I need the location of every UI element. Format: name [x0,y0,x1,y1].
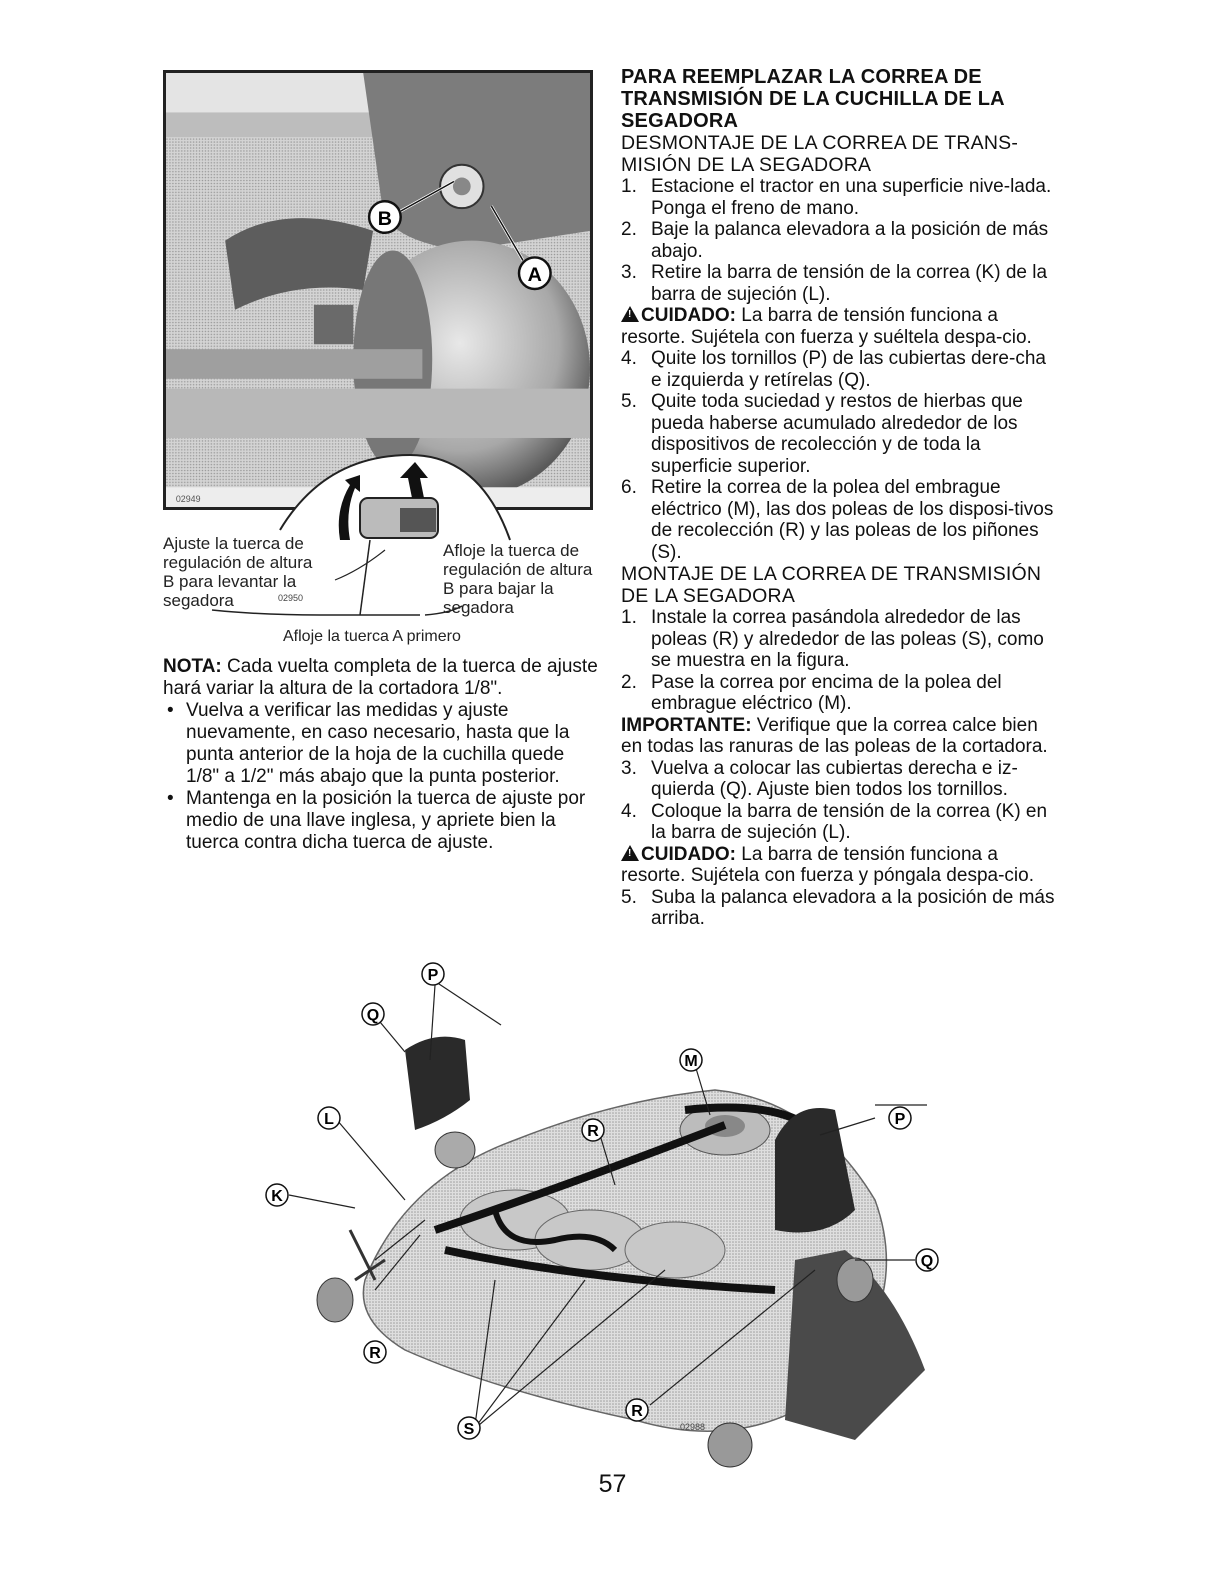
section-heading: PARA REEMPLAZAR LA CORREA DE TRANSMISIÓN DE LA CUCHILLA DE LA SEGADORA [621,66,1005,132]
label-p-right: P [894,1111,906,1128]
removal-step: 5. Quite toda suciedad y restos de hierbas que pueda haberse acumulado alrededor de los dispositivos de recolección y de toda la superficie superior. [621,391,1023,477]
removal-step: 4. Quite los tornillos (P) de las cubiertas dere-cha e izquierda y retírelas (Q). [621,348,1046,391]
install-step: 4. Coloque la barra de tensión de la correa (K) en la barra de sujeción (L). [621,800,1048,843]
label-s: S [463,1421,475,1438]
label-b: B [377,207,393,230]
bullet-text: Vuelva a verificar las medidas y ajuste nuevamente, en caso necesario, hasta que la punta anterior de la hoja de la cuchilla quede 1/8" a 1/2" más abajo que la punta posterior. [186,700,570,787]
callout-left-text: Ajuste la tuerca de regulación de altura B para levantar la segadora [163,534,313,610]
important-text: Verifique que la correa calce bien en todas las ranuras de las poleas de la cortadora. [621,714,1048,757]
caution-text: La barra de tensión funciona a resorte. Sujétela con fuerza y póngala despa-cio. [621,843,1034,886]
label-l: L [324,1111,334,1128]
bullet-text: Mantenga en la posición la tuerca de ajuste por medio de una llave inglesa, y apriete bien la tuerca contra dicha tuerca de ajuste. [186,788,586,853]
photo-code: 02949 [175,494,201,505]
instructions-column [621,66,1061,930]
note-section [163,656,598,854]
page-number: 57 [598,1470,627,1498]
important-paragraph [621,715,1061,758]
label-q-left: Q [366,1007,380,1024]
install-step: 5. Suba la palanca elevadora a la posición de más arriba. [621,886,1055,929]
note-text: Cada vuelta completa de la tuerca de ajuste hará variar la altura de la cortadora 1/8". [163,656,598,699]
warning-icon [621,845,639,861]
label-r-bottom: R [631,1403,643,1420]
callout-left-code: 02950 [278,593,304,603]
removal-step: 3. Retire la barra de tensión de la correa (K) de la barra de sujeción (L). [621,262,1048,305]
note-paragraph [163,656,598,700]
install-step: 3. Vuelva a colocar las cubiertas derecha e iz-quierda (Q). Ajuste bien todos los tornillos. [621,757,1018,800]
label-m: M [684,1053,698,1070]
mower-deck-diagram [255,950,975,1470]
note-label: NOTA: [163,656,222,677]
caution-paragraph [621,305,1061,348]
label-k: K [271,1188,283,1205]
install-title: MONTAJE DE LA CORREA DE TRANSMISIÓN DE LA SEGADORA [621,563,1042,607]
install-step: 2. Pase la correa por encima de la polea del embrague eléctrico (M). [621,671,1002,714]
label-r-top: R [587,1123,599,1140]
important-label: IMPORTANTE: [621,714,752,736]
label-a: A [527,264,542,287]
warning-icon [621,306,639,322]
callout-right-text: Afloje la tuerca de regulación de altura B para bajar la segadora [443,541,593,617]
removal-step: 2. Baje la palanca elevadora a la posición de más abajo. [621,219,1049,262]
deck-code: 02988 [680,1422,706,1432]
label-p-left: P [427,967,439,984]
callout-bottom-text: Afloje la tuerca A primero [283,628,461,645]
caution-label: CUIDADO: [641,305,736,326]
install-step: 1. Instale la correa pasándola alrededor de las poleas (R) y alrededor de las poleas (S), como se muestra en la figura. [621,607,1044,671]
bullet-item: • Vuelva a verificar las medidas y ajuste nuevamente, en caso necesario, hasta que la punta anterior de la hoja de la cuchilla quede 1/8" a 1/2" más abajo que la punta posterior. [167,700,570,787]
removal-step: 1. Estacione el tractor en una superficie nive-lada. Ponga el freno de mano. [621,176,1052,219]
removal-title: DESMONTAJE DE LA CORREA DE TRANS-MISIÓN DE LA SEGADORA [621,132,1019,176]
bullet-item: • Mantenga en la posición la tuerca de ajuste por medio de una llave inglesa, y apriete bien la tuerca contra dicha tuerca de ajuste. [167,788,586,853]
caution-paragraph [621,844,1061,887]
label-r-left: R [369,1345,381,1362]
removal-step: 6. Retire la correa de la polea del embrague eléctrico (M), las dos poleas de los disposi-tivos de recolección (R) y las poleas de los piñones (S). [621,477,1054,563]
label-q-right: Q [920,1253,934,1270]
caution-text: La barra de tensión funciona a resorte. Sujétela con fuerza y suéltela despa-cio. [621,305,1032,348]
caution-label: CUIDADO: [641,843,736,865]
